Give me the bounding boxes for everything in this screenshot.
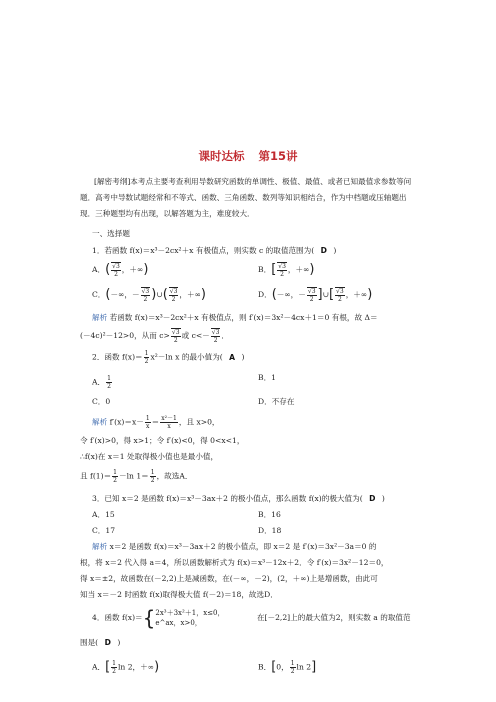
q2-option-b: B．1	[258, 373, 277, 382]
piece-1: 2x³＋3x²＋1，x≤0，	[155, 609, 225, 617]
analysis-label: 解析	[92, 313, 108, 322]
fraction	[160, 415, 178, 430]
q2-analysis-line3: ∴f(x)在 x＝1 处取得极小值也是最小值，	[80, 452, 219, 461]
q3-close: )	[381, 494, 385, 503]
option-label: A．	[92, 265, 106, 274]
title-number: 第15讲	[258, 149, 298, 163]
option-label: A．	[92, 662, 106, 672]
option-text: －∞，－	[110, 290, 140, 299]
numerator: √3	[278, 263, 286, 270]
analysis-text: －ln 1＝	[119, 471, 149, 481]
denominator: 2	[309, 296, 314, 303]
option-text: ln 2，＋∞	[117, 662, 155, 672]
q2-option-c: C．0	[92, 397, 111, 406]
q2-analysis-line4	[80, 469, 192, 484]
fraction	[290, 660, 296, 675]
option-text: －∞，－	[276, 290, 306, 299]
q3-analysis-line4: 知当 x＝－2 时函数 f(x)取得极大值 f(－2)＝18，故选D．	[80, 590, 278, 599]
option-text: ，＋∞	[179, 290, 201, 299]
union-symbol: ∪	[156, 290, 163, 299]
q1-stem-text: 1．若函数 f(x)＝x³－2cx²＋x 有极值点，则实数 c 的取值范围为(	[92, 246, 315, 255]
denominator: 2	[150, 477, 155, 484]
intro-paragraph: [解密考纲]本考点主要考查利用导数研究函数的单调性、极值、最值、或者已知最值求参数等问题．高考中导数试题经常和不等式、函数、三角函数、数列等知识相结合，作为中档题或压轴题出现．三种题型均有出现，以解答题为主，难度较大．	[80, 177, 412, 218]
numerator: √3	[336, 288, 344, 295]
denominator: 2	[112, 668, 116, 675]
q3-option-d: D．18	[258, 526, 282, 535]
numerator: 1	[290, 660, 295, 667]
option-label: C．	[92, 290, 106, 299]
fraction	[211, 328, 221, 344]
q3-analysis-line2: 根，将 x＝2 代入得 a＝4，所以函数解析式为 f(x)＝x³－12x＋2．令 f′(x)＝3x²－12＝0，	[80, 558, 389, 567]
numerator: √3	[112, 263, 120, 270]
fraction	[111, 660, 117, 675]
fraction	[106, 375, 112, 390]
option-label: D．	[258, 290, 272, 299]
q1-answer: D	[320, 246, 327, 255]
analysis-text: f′(x)＝x－	[109, 417, 144, 427]
q1-option-c: C．(－∞，－ $\frac{√3}{2}$ )∪( $\frac{√3}{2}$ ，＋∞)	[92, 287, 206, 303]
option-text: ，＋∞	[345, 290, 368, 299]
piece-2: e^ax，x>0，	[155, 619, 202, 627]
q4-stem-text: 在[－2,2]上的最大值为2，则实数 a 的取值范	[256, 613, 411, 622]
numerator: x²－1	[161, 415, 177, 422]
denominator: 2	[280, 271, 284, 278]
page-title	[0, 148, 496, 164]
q4-answer: D	[104, 638, 111, 647]
analysis-text: ，故选A．	[156, 471, 193, 481]
numerator: 1	[107, 375, 111, 382]
numerator: 1	[144, 350, 149, 357]
title-lesson: 课时达标	[198, 149, 245, 163]
numerator: √3	[171, 329, 180, 336]
q1-option-a: A．( $\frac{√3}{2}$ ，＋∞)	[92, 262, 149, 278]
q3-option-b: B．16	[258, 510, 281, 519]
denominator: 2	[107, 383, 111, 390]
fraction	[171, 328, 181, 344]
q2-stem	[92, 350, 244, 365]
numerator: √3	[307, 288, 316, 295]
q1-stem	[92, 245, 336, 257]
q3-analysis-line1	[92, 541, 377, 553]
q4-option-a: A．[ $\frac{1}{2}$ ln 2，＋∞)	[92, 659, 160, 675]
q3-stem-text: 3．已知 x＝2 是函数 f(x)＝x³－3ax＋2 的极小值点，那么函数 f(x)的极大值为(	[92, 494, 363, 503]
q1-close: )	[333, 246, 337, 255]
fraction	[335, 287, 345, 303]
q4-stem: 4．函数 f(x)＝{ 2x³＋3x²＋1，x≤0， e^ax，x>0， 在[－2,2]上的最大值为2，则实数 a 的取值范	[92, 606, 411, 630]
q2-stem-text: x²－ln x 的最小值为(	[150, 352, 223, 362]
option-text: ，＋∞	[287, 265, 310, 274]
q4-option-b: B．[0， $\frac{1}{2}$ ln 2]	[258, 659, 317, 675]
numerator: 1	[150, 469, 155, 476]
denominator: 2	[337, 296, 342, 303]
analysis-text: ＝	[151, 417, 160, 427]
union-symbol: ∪	[322, 290, 329, 299]
denominator: 2	[144, 358, 149, 365]
analysis-text: 且 f(1)＝	[80, 471, 112, 481]
numerator: √3	[169, 288, 178, 295]
fraction	[307, 287, 317, 303]
numerator: 1	[112, 660, 116, 667]
fraction	[112, 469, 118, 484]
q2-answer: A	[229, 352, 236, 362]
denominator: x	[146, 423, 150, 430]
fraction	[144, 350, 150, 365]
q1-option-b: B．[ $\frac{√3}{2}$ ，＋∞)	[258, 262, 315, 278]
analysis-label: 解析	[92, 417, 108, 427]
numerator: √3	[141, 288, 150, 295]
analysis-text: 或 c<－	[181, 331, 210, 340]
q3-analysis-line3: 得 x＝±2，故函数在(－2,2)上是减函数，在(－∞，－2)，(2，＋∞)上是增函数，由此可	[80, 574, 378, 583]
denominator: 2	[173, 337, 178, 344]
denominator: 2	[290, 668, 295, 675]
q2-stem-text: 2．函数 f(x)＝	[92, 352, 143, 362]
option-text: ln 2	[296, 662, 312, 672]
option-label: A．	[92, 377, 106, 387]
q2-option-a	[92, 375, 113, 390]
q3-option-a: A．15	[92, 510, 115, 519]
fraction	[150, 469, 156, 484]
denominator: 2	[114, 271, 118, 278]
q1-option-d: D．(－∞，－ $\frac{√3}{2}$ ]∪[ $\frac{√3}{2}$ ，＋∞)	[258, 287, 373, 303]
section-heading: 一、选择题	[92, 229, 130, 238]
option-label: B．	[258, 265, 272, 274]
fraction	[169, 287, 179, 303]
q2-close: )	[241, 352, 245, 362]
analysis-text: ，且 x>0，	[178, 417, 220, 427]
q4-stem-text: 4．函数 f(x)＝	[92, 613, 143, 622]
fraction	[141, 287, 151, 303]
denominator: 2	[113, 477, 117, 484]
analysis-text: 若函数 f(x)＝x³－2cx²＋x 有极值点，则 f′(x)＝3x²－4cx＋1＝0 有根，故 Δ＝	[109, 313, 378, 322]
analysis-text: (－4c)²－12>0，从而 c>	[80, 331, 170, 340]
analysis-label: 解析	[92, 542, 108, 551]
q4-stem-line2	[80, 637, 120, 649]
option-text: ，＋∞	[121, 265, 144, 274]
denominator: 2	[213, 337, 218, 344]
option-text: 0，	[276, 662, 289, 672]
piecewise-function	[155, 608, 224, 628]
denominator: 2	[143, 296, 148, 303]
analysis-text: x＝2 是函数 f(x)＝x³－3ax＋2 的极小值点，即 x＝2 是 f′(x)＝3x²－3a＝0 的	[109, 542, 377, 551]
q4-stem-text: 围是(	[80, 638, 99, 647]
fraction	[111, 262, 121, 278]
analysis-text: ．	[221, 331, 230, 340]
q2-analysis-line1	[92, 415, 220, 430]
fraction	[277, 262, 287, 278]
q4-close: )	[117, 638, 121, 647]
numerator: 1	[113, 469, 117, 476]
q1-analysis-line1	[92, 312, 378, 324]
numerator: 1	[145, 415, 150, 422]
q2-option-d: D．不存在	[258, 397, 295, 406]
option-label: B．	[258, 662, 272, 672]
q3-answer: D	[369, 494, 376, 503]
denominator: 2	[171, 296, 176, 303]
fraction	[145, 415, 151, 430]
q1-analysis-line2	[80, 328, 229, 344]
q3-stem	[92, 493, 385, 505]
denominator: x	[167, 423, 171, 430]
numerator: √3	[211, 329, 220, 336]
q3-option-c: C．17	[92, 526, 116, 535]
q2-analysis-line2: 令 f′(x)>0，得 x>1；令 f′(x)<0，得 0<x<1，	[80, 436, 245, 445]
